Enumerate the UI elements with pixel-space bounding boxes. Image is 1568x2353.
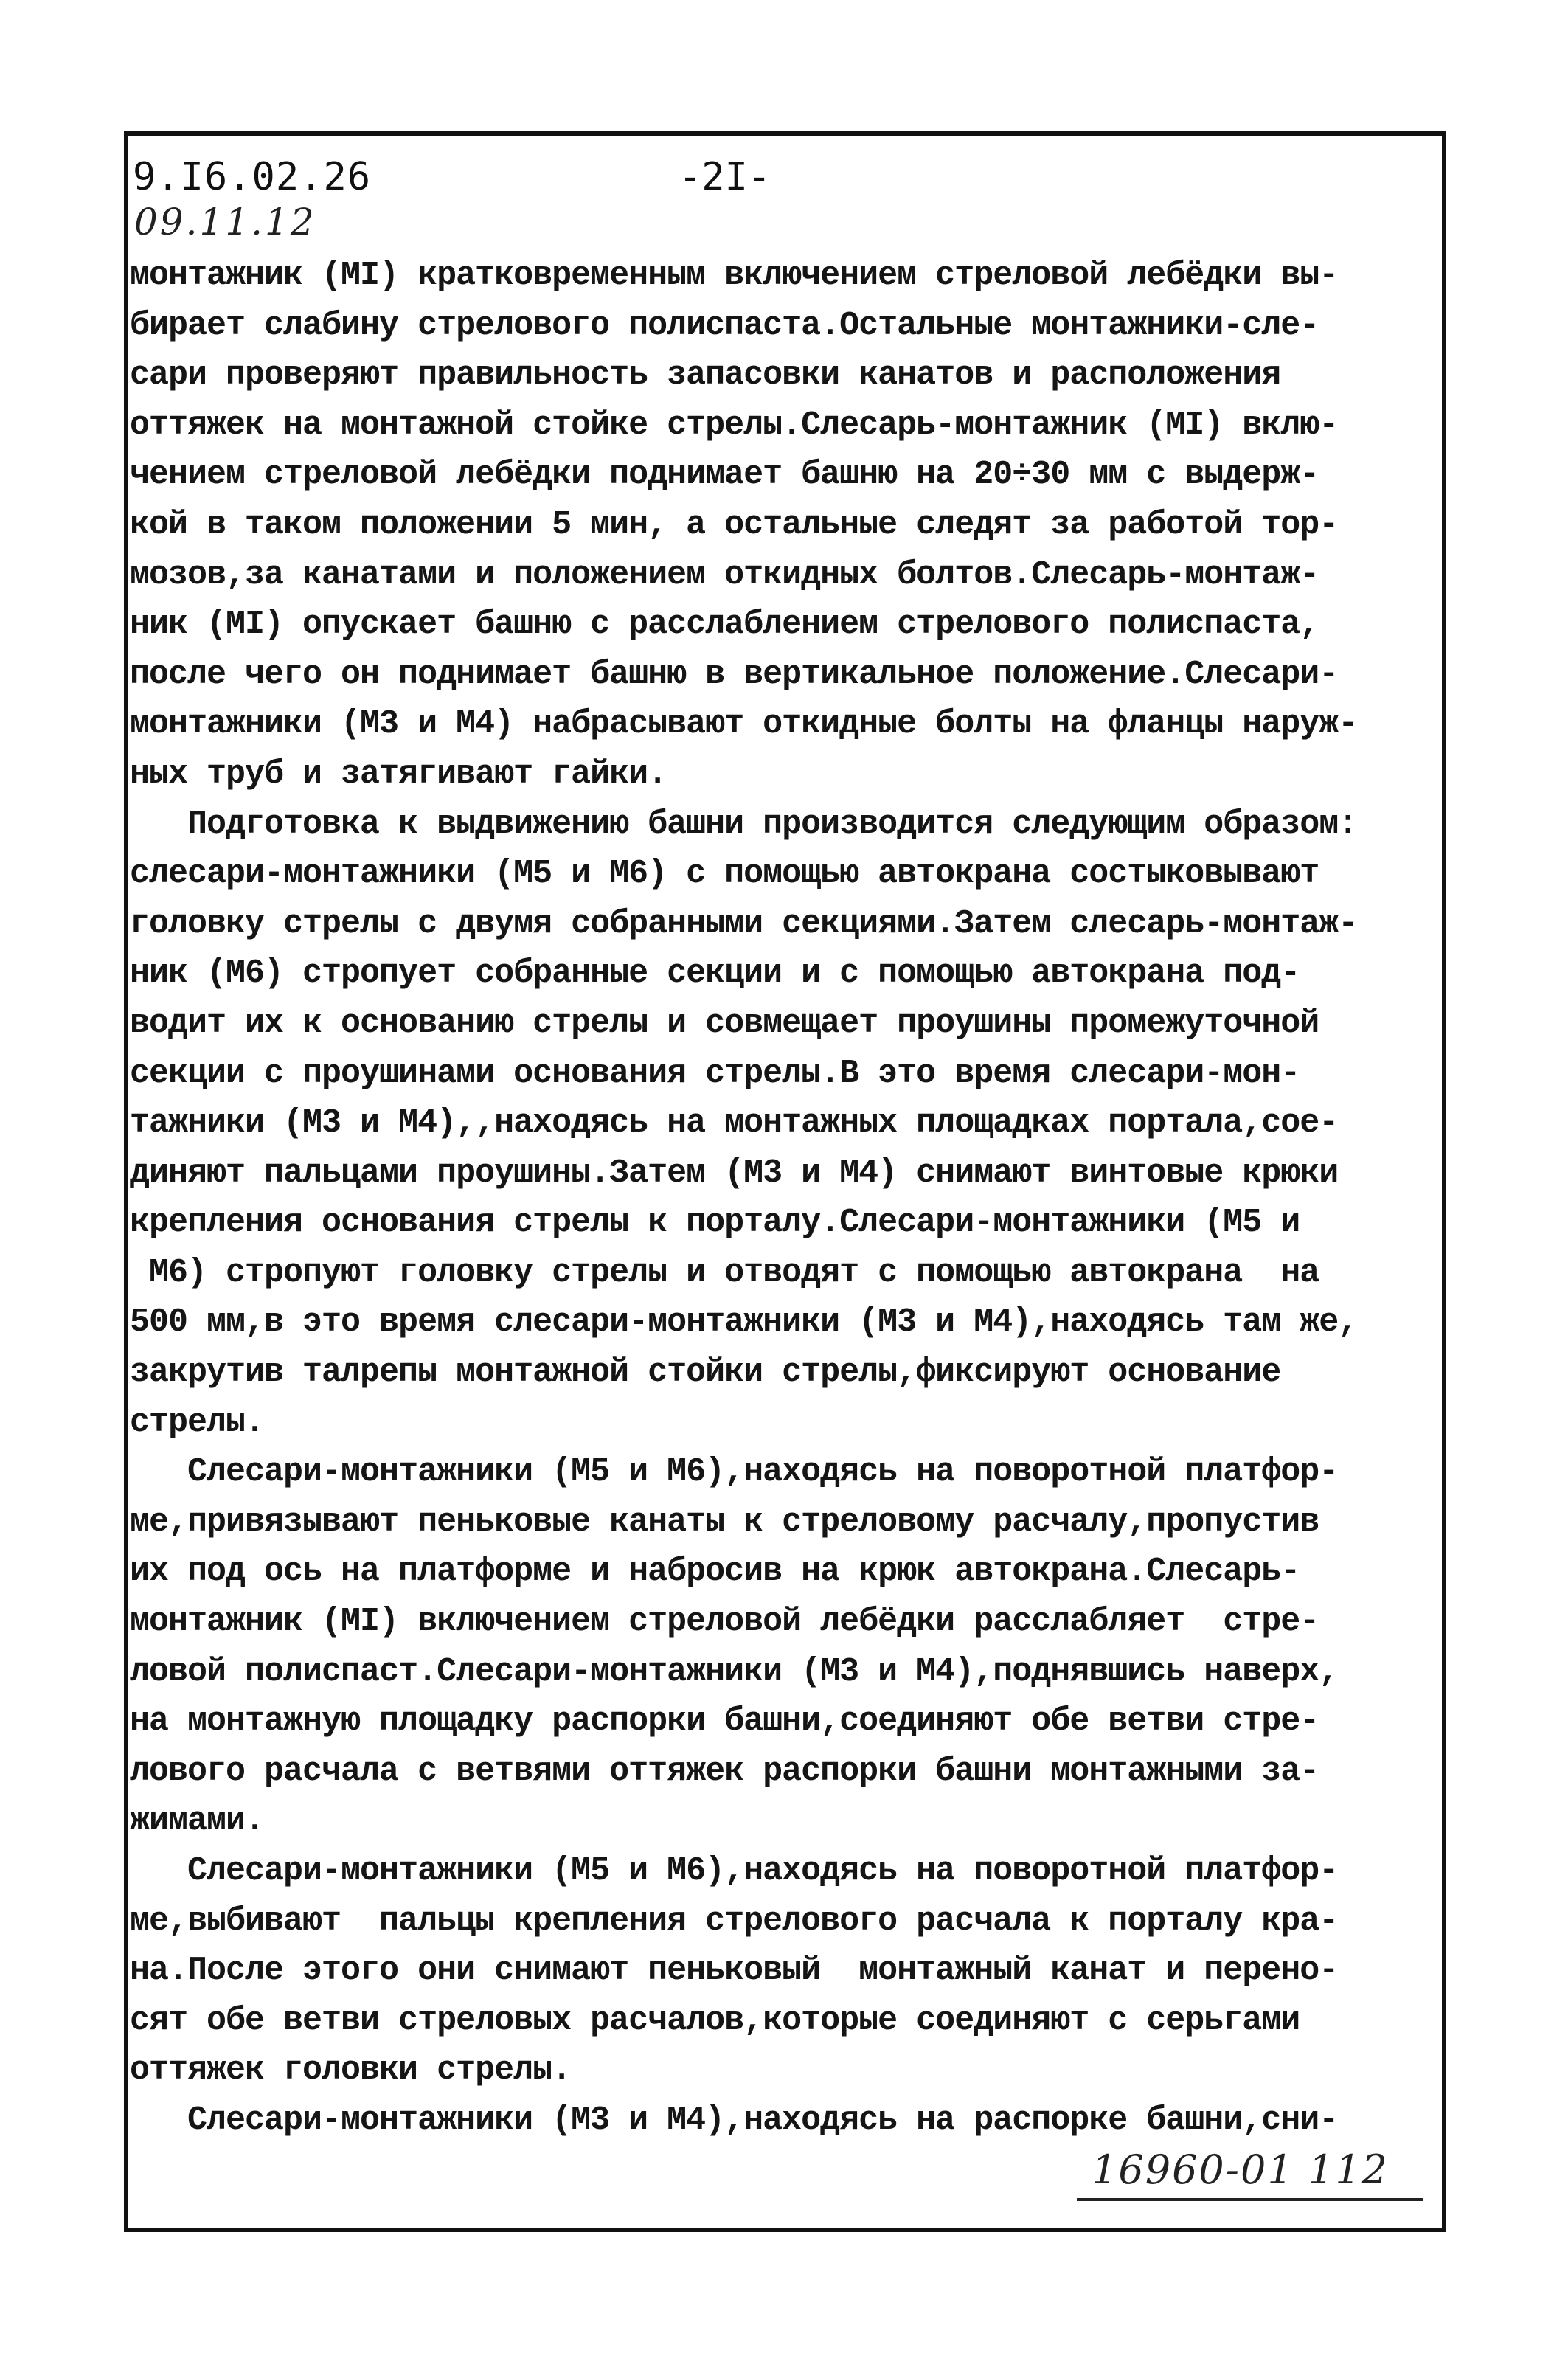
text-line: ных труб и затягивают гайки. xyxy=(130,755,667,793)
text-line: ник (М6) стропует собранные секции и с помощью автокрана под- xyxy=(130,954,1300,993)
text-line: их под ось на платформе и набросив на крюк автокрана.Слесарь- xyxy=(130,1553,1300,1591)
document-code: 9.I6.02.26 xyxy=(133,155,372,199)
text-line: Слесари-монтажники (М5 и М6),находясь на поворотной платфор- xyxy=(130,1453,1339,1491)
text-line: Слесари-монтажники (М5 и М6),находясь на поворотной платфор- xyxy=(130,1852,1339,1890)
text-line: ме,выбивают пальцы крепления стрелового расчала к порталу кра- xyxy=(130,1902,1339,1940)
text-line: сят обе ветви стреловых расчалов,которые соединяют с серьгами xyxy=(130,2001,1300,2040)
text-line: на.После этого они снимают пеньковый монтажный канат и перено- xyxy=(130,1952,1339,1990)
text-line: секции с проушинами основания стрелы.В это время слесари-мон- xyxy=(130,1054,1300,1092)
text-line: лового расчала с ветвями оттяжек распорки башни монтажными за- xyxy=(130,1752,1319,1790)
text-line: ловой полиспаст.Слесари-монтажники (М3 и М4),поднявшись наверх, xyxy=(130,1652,1339,1691)
text-line: головку стрелы с двумя собранными секциями.Затем слесарь-монтаж- xyxy=(130,904,1358,943)
page-number: -2I- xyxy=(679,155,771,199)
text-line: ник (МI) опускает башню с расслаблением стрелового полиспаста, xyxy=(130,606,1319,644)
text-line: закрутив талрепы монтажной стойки стрелы,фиксируют основание xyxy=(130,1354,1281,1392)
text-line: оттяжек на монтажной стойке стрелы.Слесарь-монтажник (МI) вклю- xyxy=(130,406,1339,444)
footer-underline xyxy=(1077,2198,1423,2201)
text-line: тажники (М3 и М4),,находясь на монтажных площадках портала,сое- xyxy=(130,1104,1339,1143)
text-line: кой в таком положении 5 мин, а остальные следят за работой тор- xyxy=(130,505,1339,544)
text-line: водит их к основанию стрелы и совмещает проушины промежуточной xyxy=(130,1004,1319,1042)
text-line: оттяжек головки стрелы. xyxy=(130,2051,572,2090)
text-line: 500 мм,в это время слесари-монтажники (М3 и М4),находясь там же, xyxy=(130,1303,1358,1342)
text-line: мозов,за канатами и положением откидных болтов.Слесарь-монтаж- xyxy=(130,555,1319,594)
text-line: крепления основания стрелы к порталу.Слесари-монтажники (М5 и xyxy=(130,1204,1300,1242)
text-line: на монтажную площадку распорки башни,соединяют обе ветви стре- xyxy=(130,1702,1319,1741)
text-line: ме,привязывают пеньковые канаты к стреловому расчалу,пропустив xyxy=(130,1503,1319,1541)
text-line: М6) стропуют головку стрелы и отводят с помощью автокрана на xyxy=(130,1253,1319,1292)
text-line: бирает слабину стрелового полиспаста.Остальные монтажники-сле- xyxy=(130,306,1319,344)
text-line: чением стреловой лебёдки поднимает башню на 20÷30 мм с выдерж- xyxy=(130,456,1319,494)
text-line: Слесари-монтажники (М3 и М4),находясь на распорке башни,сни- xyxy=(130,2101,1339,2139)
text-line: монтажник (МI) кратковременным включением стреловой лебёдки вы- xyxy=(130,257,1339,294)
text-line: диняют пальцами проушины.Затем (М3 и М4) снимают винтовые крюки xyxy=(130,1154,1339,1192)
text-line: Подготовка к выдвижению башни производится следующим образом: xyxy=(130,805,1358,843)
text-line: монтажник (МI) включением стреловой лебёдки расслабляет стре- xyxy=(130,1603,1319,1641)
text-line: после чего он поднимает башню в вертикальное положение.Слесари- xyxy=(130,655,1339,693)
text-line: сари проверяют правильность запасовки канатов и расположения xyxy=(130,356,1281,395)
handwritten-date-note: 09.11.12 xyxy=(134,201,316,243)
text-line: монтажники (М3 и М4) набрасывают откидные болты на фланцы наруж- xyxy=(130,705,1358,744)
text-line: стрелы. xyxy=(130,1403,265,1441)
text-line: жимами. xyxy=(130,1802,265,1840)
footer-handwritten-number: 16960-01 112 xyxy=(1092,2146,1389,2193)
text-line: слесари-монтажники (М5 и М6) с помощью автокрана состыковывают xyxy=(130,855,1319,893)
body-text xyxy=(130,251,1435,2146)
